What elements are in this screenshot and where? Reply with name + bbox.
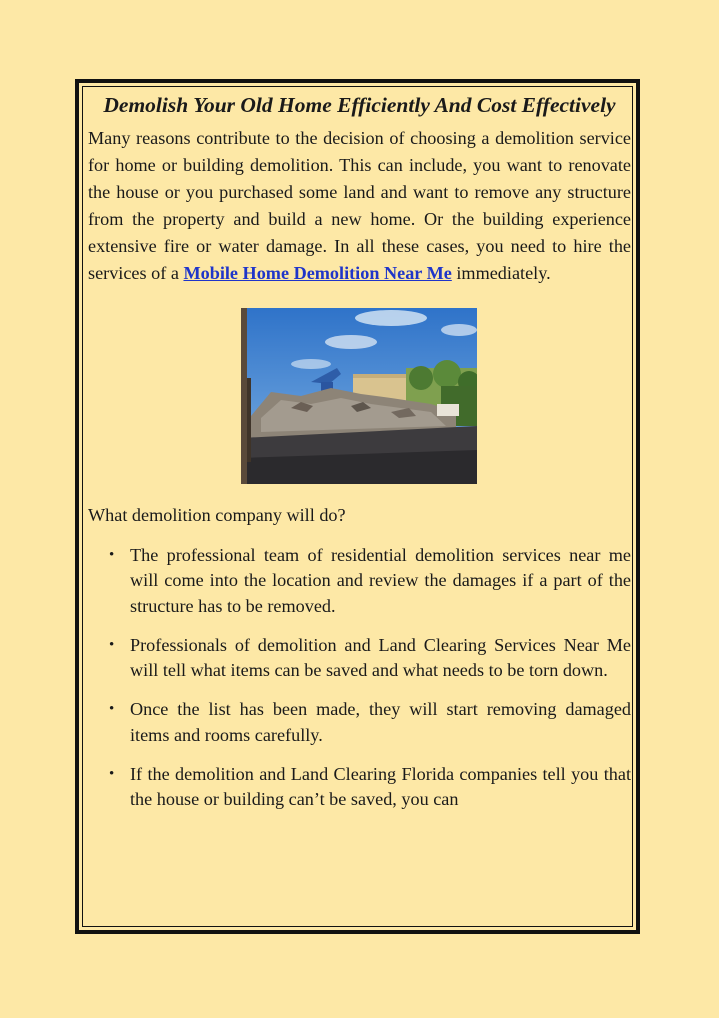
intro-text-after-link: immediately. [451,263,551,284]
list-item-text: If the demolition and Land Clearing Florida companies tell you that the house or building can’t be saved, you can [130,763,631,810]
list-item [88,697,631,748]
bullet-icon: • [109,765,115,782]
list-item-text: Professionals of demolition and Land Clearing Services Near Me will tell what items can be saved and what needs to be torn down. [130,634,631,681]
services-bullet-list [88,543,631,813]
section-subheading: What demolition company will do? [88,504,346,525]
list-item [88,633,631,684]
list-item [88,543,631,620]
article-body [88,90,631,826]
mobile-home-demolition-link[interactable]: Mobile Home Demolition Near Me [183,263,452,284]
bullet-icon: • [109,546,115,563]
list-item-text: The professional team of residential demolition services near me will come into the location and review the damages if a part of the structure has to be removed. [130,544,631,616]
bullet-icon: • [109,636,115,653]
bullet-icon: • [109,701,115,718]
list-item [88,762,631,813]
list-item-text: Once the list has been made, they will start removing damaged items and rooms carefully. [130,699,631,745]
intro-paragraph [88,125,631,288]
article-title: Demolish Your Old Home Efficiently And Cost Effectively [103,93,616,117]
demolition-site-photo [241,308,477,484]
intro-text-before-link: Many reasons contribute to the decision of choosing a demolition service for home or building demolition. This can include, you want to renovate the house or you purchased some land and want to remove any structure from the property and build a new home. Or the building experience extensive fire or water damage. In all these cases, you need to hire the services of a [88,128,631,284]
